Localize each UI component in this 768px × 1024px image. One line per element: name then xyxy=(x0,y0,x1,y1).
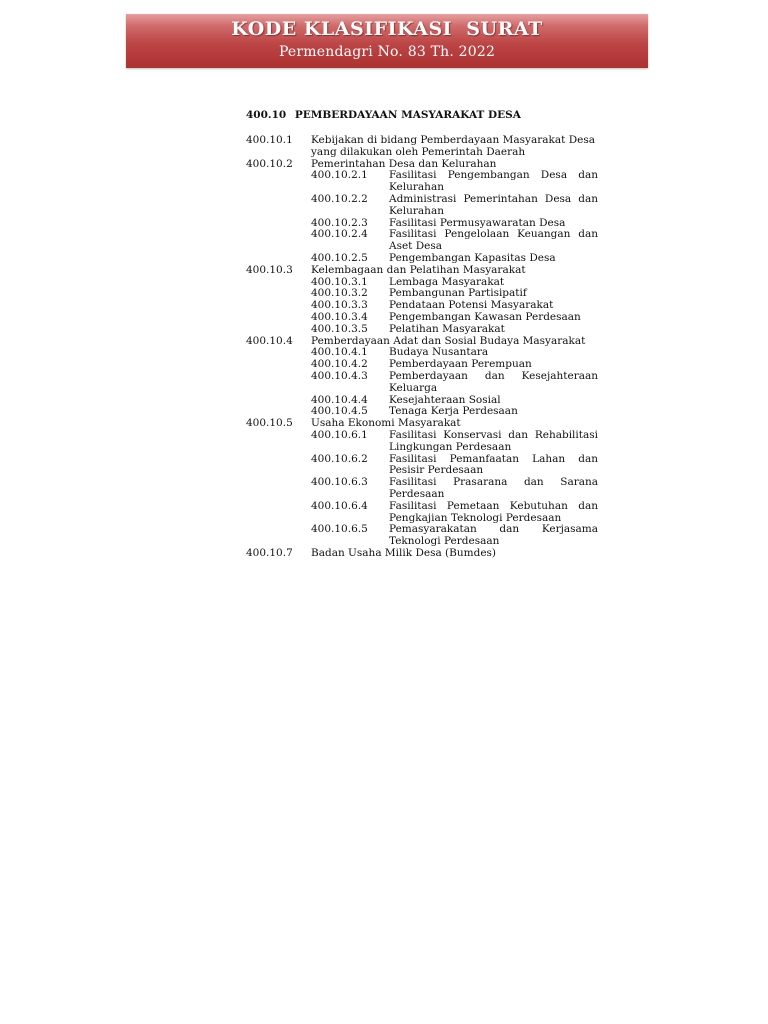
subitem-code: 400.10.6.3 xyxy=(311,476,368,489)
header-banner xyxy=(126,14,648,68)
list-subitem xyxy=(246,229,598,253)
section-title: PEMBERDAYAAN MASYARAKAT DESA xyxy=(294,109,521,121)
section-heading xyxy=(246,109,521,121)
subitem-code: 400.10.3.4 xyxy=(311,310,368,323)
subitem-text: Fasilitasi Pemetaan Kebutuhan dan Pengkajian Teknologi Perdesaan xyxy=(389,499,598,524)
subitem-code: 400.10.3.5 xyxy=(311,322,368,335)
list-item xyxy=(246,135,598,159)
list-subitem xyxy=(246,501,598,525)
subitem-code: 400.10.3.2 xyxy=(311,287,368,300)
subitem-text: Administrasi Pemerintahan Desa dan Kelurahan xyxy=(389,192,598,217)
list-item xyxy=(246,265,598,277)
subitem-text: Lembaga Masyarakat xyxy=(389,275,505,288)
subitem-code: 400.10.3.3 xyxy=(311,299,368,312)
item-code: 400.10.2 xyxy=(246,157,293,170)
subitem-text: Pengembangan Kapasitas Desa xyxy=(389,251,556,264)
section-code: 400.10 xyxy=(246,109,287,121)
list-subitem xyxy=(246,312,598,324)
item-text: Usaha Ekonomi Masyarakat xyxy=(311,417,461,430)
item-text: Pemerintahan Desa dan Kelurahan xyxy=(311,157,497,170)
subitem-code: 400.10.2.1 xyxy=(311,169,368,182)
item-code: 400.10.4 xyxy=(246,334,293,347)
item-text: Kelembagaan dan Pelatihan Masyarakat xyxy=(311,263,526,276)
subitem-text: Pemasyarakatan dan Kerjasama Teknologi Perdesaan xyxy=(389,523,598,548)
subitem-text: Pemberdayaan Perempuan xyxy=(389,358,532,371)
subitem-code: 400.10.2.3 xyxy=(311,216,368,229)
list-subitem xyxy=(246,194,598,218)
subitem-text: Fasilitasi Konservasi dan Rehabilitasi Lingkungan Perdesaan xyxy=(389,428,598,453)
subitem-text: Budaya Nusantara xyxy=(389,346,489,359)
item-code: 400.10.7 xyxy=(246,546,293,559)
document-title: KODE KLASIFIKASI SURAT xyxy=(231,18,543,40)
document-subtitle: Permendagri No. 83 Th. 2022 xyxy=(278,44,496,60)
subitem-code: 400.10.2.4 xyxy=(311,228,368,241)
subitem-text: Pengembangan Kawasan Perdesaan xyxy=(389,310,581,323)
subitem-text: Kesejahteraan Sosial xyxy=(389,393,501,406)
subitem-code: 400.10.4.2 xyxy=(311,358,368,371)
subitem-code: 400.10.2.2 xyxy=(311,192,368,205)
subitem-text: Fasilitasi Pengembangan Desa dan Kelurahan xyxy=(389,169,598,194)
item-text: Pemberdayaan Adat dan Sosial Budaya Masyarakat xyxy=(311,334,586,347)
list-item xyxy=(246,548,598,560)
subitem-code: 400.10.6.5 xyxy=(311,523,368,536)
subitem-text: Pembangunan Partisipatif xyxy=(389,287,527,300)
subitem-code: 400.10.6.1 xyxy=(311,428,368,441)
list-subitem xyxy=(246,253,598,265)
subitem-code: 400.10.4.1 xyxy=(311,346,368,359)
subitem-text: Fasilitasi Prasarana dan Sarana Perdesaan xyxy=(389,476,598,500)
subitem-code: 400.10.3.1 xyxy=(311,275,368,288)
item-code: 400.10.1 xyxy=(246,134,293,146)
classification-list xyxy=(246,135,598,560)
list-subitem xyxy=(246,524,598,548)
subitem-code: 400.10.4.4 xyxy=(311,393,368,406)
subitem-text: Pelatihan Masyarakat xyxy=(389,322,505,335)
list-subitem xyxy=(246,477,598,501)
item-text: Badan Usaha Milik Desa (Bumdes) xyxy=(311,546,497,559)
subitem-text: Fasilitasi Permusyawaratan Desa xyxy=(389,216,566,229)
item-code: 400.10.3 xyxy=(246,263,293,276)
subitem-code: 400.10.6.4 xyxy=(311,499,368,512)
subitem-text: Pemberdayaan dan Kesejahteraan Keluarga xyxy=(389,369,598,394)
subitem-code: 400.10.4.3 xyxy=(311,369,368,382)
list-subitem xyxy=(246,454,598,478)
subitem-code: 400.10.4.5 xyxy=(311,405,368,418)
list-subitem xyxy=(246,371,598,395)
subitem-text: Pendataan Potensi Masyarakat xyxy=(389,299,554,312)
subitem-code: 400.10.2.5 xyxy=(311,251,368,264)
item-code: 400.10.5 xyxy=(246,417,293,430)
list-subitem xyxy=(246,430,598,454)
subitem-text: Fasilitasi Pengelolaan Keuangan dan Aset Desa xyxy=(389,228,598,253)
subitem-code: 400.10.6.2 xyxy=(311,452,368,465)
subitem-text: Tenaga Kerja Perdesaan xyxy=(389,405,518,418)
item-text: Kebijakan di bidang Pemberdayaan Masyarakat Desa yang dilakukan oleh Pemerintah Daerah xyxy=(311,134,595,158)
subitem-text: Fasilitasi Pemanfaatan Lahan dan Pesisir Perdesaan xyxy=(389,452,598,477)
list-subitem xyxy=(246,170,598,194)
list-subitem xyxy=(246,324,598,336)
